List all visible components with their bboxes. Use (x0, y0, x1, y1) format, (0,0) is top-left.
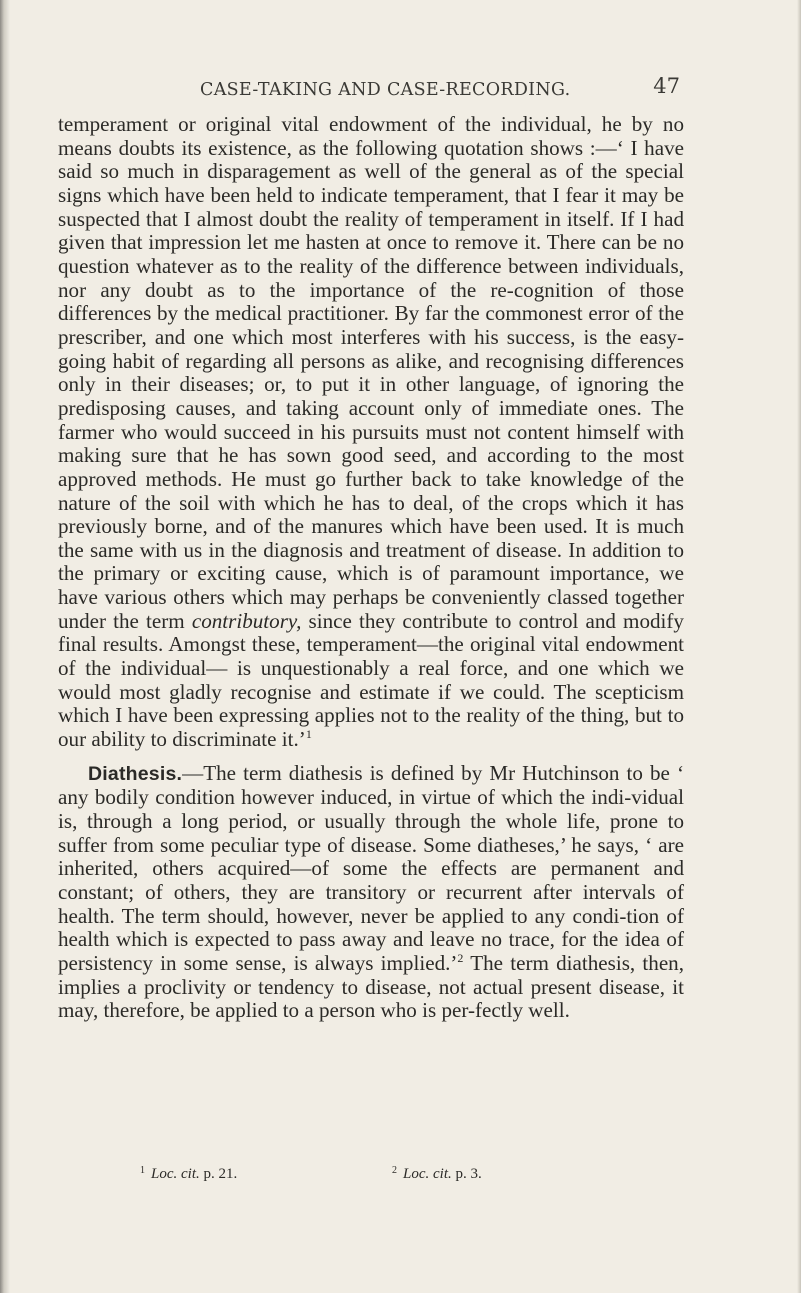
paragraph-text: since they contribute to control and modify final results. Amongst these, temperament—the original vital endowment of the individual— is unquestionably a real force, and one which we would most gladly recognise and estimate if we could. The scepticism which I have been expressing applies not to the reality of the thing, but to our ability to discriminate it.’ (58, 608, 684, 752)
paragraph-diathesis (58, 762, 684, 1023)
page-binding-edge (0, 0, 10, 1293)
page-right-edge (797, 0, 801, 1293)
footnote-mark: 2 (392, 1165, 397, 1176)
footnote-ref-2[interactable]: 2 (457, 950, 464, 965)
footnotes (140, 1165, 640, 1187)
footnote-mark: 1 (140, 1165, 145, 1176)
paragraph-text: —The term diathesis is defined by Mr Hutchinson to be ‘ any bodily condition however induced, in virtue of which the indi-vidual is, through a long period, or usually through the whole life, prone to suffer from some peculiar type of disease. Some diatheses,’ he says, ‘ are inherited, others acquired—of some the effects are permanent and constant; of others, they are transitory or recurrent after intervals of health. The term should, however, never be applied to any condi-tion of health which is expected to pass away and leave no trace, for the idea of persistency in some sense, is always implied.’ (58, 760, 684, 975)
emphasis-contributory: contributory, (191, 608, 302, 633)
page-number: 47 (653, 74, 680, 98)
body-text (58, 113, 684, 1023)
running-head (60, 74, 680, 106)
paragraph-temperament (58, 113, 684, 752)
paragraph-text: temperament or original vital endowment of the individual, he by no means doubts its existence, as the following quotation shows :—‘ I have said so much in disparagement as well of the general as of the special signs which have been held to indicate temperament, that I fear it may be suspected that I almost doubt the reality of temperament in itself. If I had given that impression let me hasten at once to remove it. There can be no question whatever as to the reality of the difference between individuals, nor any doubt as to the importance of the re-cognition of those differences by the medical practitioner. By far the commonest error of the prescriber, and one which most interferes with his success, is the easy-going habit of regarding all persons as alike, and recognising differences only in their diseases; or, to put it in other language, of ignoring the predisposing causes, and taking account only of immediate ones. The farmer who would succeed in his pursuits must not content himself with making sure that he has sown good seed, and according to the most approved methods. He must go further back to take knowledge of the nature of the soil with which he has to deal, of the crops which it has previously borne, and of the manures which have been used. It is much the same with us in the diagnosis and treatment of disease. In addition to the primary or exciting cause, which is of paramount importance, we have various others which may perhaps be conveniently classed together under the term (58, 112, 684, 633)
paragraph-text: The term diathesis, then, implies a proclivity or tendency to disease, not actual present disease, it may, therefore, be applied to a person who is per-fectly well. (58, 950, 684, 1023)
footnote-1 (140, 1165, 237, 1183)
footnote-page: p. 3. (455, 1166, 482, 1182)
footnote-page: p. 21. (203, 1166, 238, 1182)
footnote-ref-1[interactable]: 1 (305, 727, 312, 742)
footnote-abbr: Loc. cit. (151, 1166, 200, 1182)
section-heading-diathesis: Diathesis. (88, 762, 183, 785)
footnote-2 (392, 1165, 482, 1183)
footnote-abbr: Loc. cit. (403, 1166, 452, 1182)
running-title: CASE-TAKING AND CASE-RECORDING. (200, 80, 571, 100)
